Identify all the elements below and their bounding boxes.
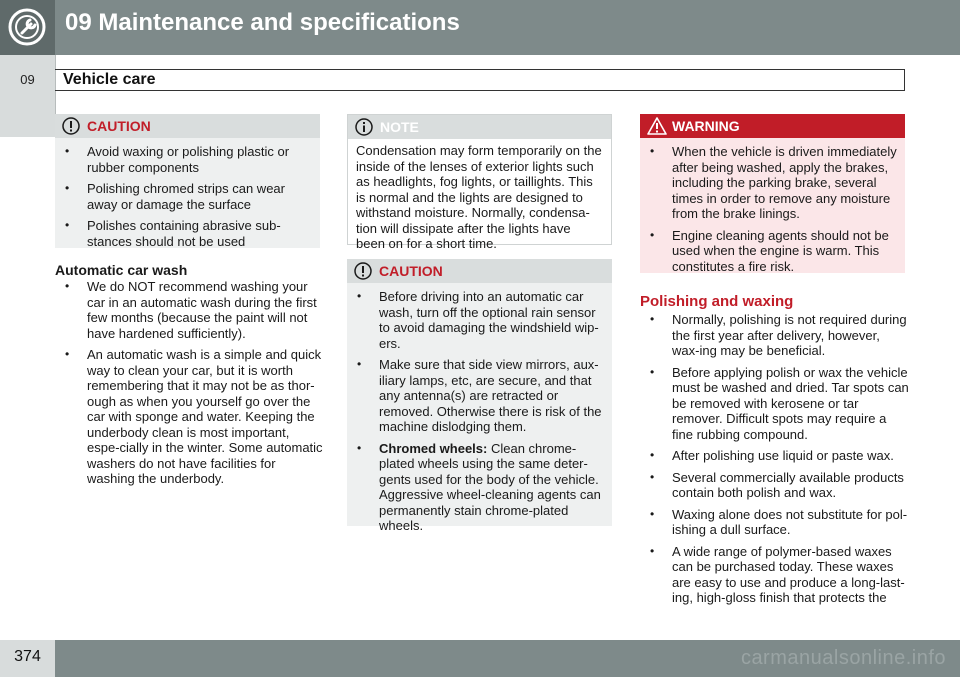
- caution-box-car-wash: [347, 259, 612, 533]
- polishing-list: [640, 312, 910, 612]
- list-item-text: Avoid waxing or polishing plastic or rubber components: [87, 144, 290, 175]
- bullet: •: [65, 144, 70, 158]
- list-item: [640, 312, 910, 359]
- caution-header: [55, 114, 320, 138]
- watermark-text: carmanualsonline.info: [740, 647, 946, 669]
- exclamation-circle-icon: [62, 117, 80, 135]
- list-item: [55, 347, 325, 487]
- page-number-box: [0, 640, 55, 677]
- warning-title: WARNING: [672, 118, 740, 134]
- bullet: •: [650, 506, 655, 521]
- list-item-text: Make sure that side view mirrors, aux-iliary lamps, etc, are secure, and that any antenna(s) are retracted or removed. Otherwise there is risk of the machine dislodging them.: [379, 357, 602, 434]
- list-item-text: After polishing use liquid or paste wax.: [672, 448, 894, 463]
- warning-box: [640, 114, 905, 273]
- list-item-text: Before driving into an automatic car wash, turn off the optional rain sensor to avoid damaging the windshield wip-ers.: [379, 289, 599, 351]
- bullet: •: [650, 448, 655, 462]
- list-item-text: When the vehicle is driven immediately after being washed, apply the brakes, including the parking brake, several times in order to remove any moisture from the brake linings.: [672, 144, 897, 221]
- bullet: •: [650, 469, 655, 484]
- bullet: •: [357, 289, 362, 303]
- list-item: [640, 544, 910, 606]
- heading-automatic-car-wash: Automatic car wash: [55, 262, 188, 278]
- note-title: NOTE: [380, 119, 419, 135]
- list-item-text: Polishes containing abrasive sub-stances should not be used: [87, 218, 281, 249]
- info-circle-icon: [355, 118, 373, 136]
- list-item-text: Waxing alone does not substitute for pol-ishing a dull surface.: [672, 506, 908, 537]
- section-title-bar: [55, 69, 905, 91]
- list-item: [55, 218, 314, 249]
- list-item-text: Several commercially available products contain both polish and wax.: [672, 469, 904, 500]
- note-text: Condensation may form temporarily on the inside of the lenses of exterior lights such as headlights, fog lights, or taillights. This is normal and the lights are designed to withstand moisture. Normally, condensa-tion will dissipate after the lights have been on for a short time.: [356, 143, 602, 251]
- list-item: [347, 289, 606, 351]
- warning-header: [640, 114, 905, 138]
- list-item: [55, 279, 325, 341]
- caution-title: CAUTION: [87, 118, 151, 134]
- side-tab-label: 09: [20, 72, 35, 87]
- bullet: •: [357, 357, 362, 371]
- list-item: [640, 507, 910, 538]
- bullet: •: [650, 543, 655, 558]
- list-item: [55, 181, 314, 212]
- bullet: •: [65, 218, 70, 232]
- caution-list: [55, 138, 320, 249]
- list-item: [640, 228, 899, 275]
- list-item: [640, 144, 899, 222]
- list-item-text: A wide range of polymer-based waxes can be purchased today. These waxes are easy to use and produce a long-last-ing, high-gloss finish that protects the: [672, 543, 905, 605]
- caution-list: [347, 283, 612, 534]
- note-header: [348, 115, 611, 139]
- header-bar: [0, 0, 960, 55]
- warning-triangle-icon: [647, 117, 667, 135]
- caution-title: CAUTION: [379, 263, 443, 279]
- warning-list: [640, 138, 905, 274]
- bullet: •: [650, 364, 655, 379]
- list-item: [640, 448, 910, 464]
- list-item: [347, 441, 606, 534]
- list-item: [347, 357, 606, 435]
- list-item-text: We do NOT recommend washing your car in an automatic wash during the first few months (because the paint will not have hardened sufficiently).: [87, 279, 317, 341]
- list-item-text: An automatic wash is a simple and quick way to clean your car, but it is worth remembering that it may not be as thor-ough as when you yourself go over the car with sponge and water. Keeping the underbody clean is most important, espe-cially in the winter. Some automatic washers do not have facilities for washing the underbody.: [87, 347, 323, 486]
- chapter-logo: [0, 0, 55, 55]
- bullet: •: [357, 440, 362, 455]
- exclamation-circle-icon: [354, 262, 372, 280]
- section-title: Vehicle care: [63, 71, 156, 88]
- list-item-text: Polishing chromed strips can wear away or damage the surface: [87, 181, 285, 212]
- car-wash-list: [55, 279, 325, 493]
- wrench-in-gear-icon: [0, 0, 55, 55]
- caution-header: [347, 259, 612, 283]
- note-box-condensation: [347, 114, 612, 251]
- bullet: •: [65, 347, 70, 361]
- bullet: •: [65, 181, 70, 195]
- list-item-text: Before applying polish or wax the vehicle must be washed and dried. Tar spots can be removed with kerosene or tar remover. Difficult spots may require a fine rubbing compound.: [672, 364, 909, 442]
- list-item: [55, 144, 314, 175]
- chapter-side-tab: [0, 55, 56, 137]
- bullet: •: [650, 227, 655, 242]
- chrome-wheels-label: Chromed wheels:: [379, 440, 488, 456]
- bullet: •: [65, 279, 70, 293]
- chapter-title: 09 Maintenance and specifications: [65, 9, 460, 36]
- caution-box-polishing: [55, 114, 320, 248]
- footer-bar: [0, 640, 960, 677]
- heading-polishing-and-waxing: Polishing and waxing: [640, 293, 794, 310]
- bullet: •: [650, 144, 655, 158]
- bullet: •: [650, 312, 655, 326]
- page-number: 374: [14, 648, 41, 665]
- list-item: [640, 470, 910, 501]
- list-item-text: Normally, polishing is not required during the first year after delivery, however, wax-ing may be beneficial.: [672, 312, 907, 358]
- list-item-text: Clean chrome-plated wheels using the same deter-gents used for the body of the vehicle. Aggressive wheel-cleaning agents can permanently stain chrome-plated wheels.: [379, 440, 601, 533]
- list-item: [640, 365, 910, 443]
- list-item-text: Engine cleaning agents should not be used when the engine is warm. This constitutes a fire risk.: [672, 227, 889, 274]
